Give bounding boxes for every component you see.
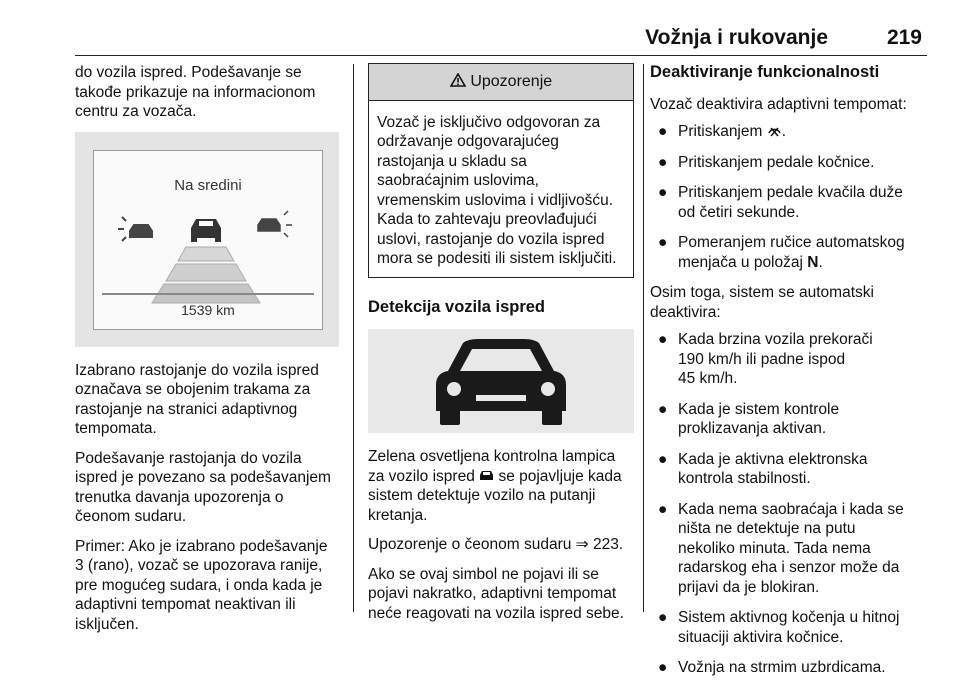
page-section-title: Vožnja i rukovanje [645, 26, 828, 49]
list-item-text: Sistem aktivnog kočenja u hitnoj situaciji aktivira kočnice. [678, 609, 900, 646]
bullet: ● [658, 331, 668, 348]
list-item [650, 500, 930, 598]
section-heading-deactivation: Deaktiviranje funkcionalnosti [650, 63, 880, 81]
paragraph-deactivate-intro: Vozač deaktivira adaptivni tempomat: [650, 95, 907, 113]
warning-header [369, 64, 633, 101]
paragraph-lamp [368, 447, 634, 525]
list-item-text: Pritiskanjem [678, 123, 767, 140]
list-item [650, 608, 930, 647]
column-right [650, 63, 930, 689]
sensor-blocked-icon [118, 217, 152, 241]
bullet: ● [658, 153, 668, 171]
bullet: ● [658, 500, 668, 518]
column-divider-2 [643, 64, 644, 612]
list-item [650, 400, 930, 439]
paragraph-3: Primer: Ako je izabrano podešavanje 3 (rano), vozač se upozorava ranije, pre mogućeg sudara, i onda kada je adaptivni tempomat neaktivan ili isključen. [75, 537, 328, 633]
page-number: 219 [886, 26, 922, 49]
list-item-text: Kada je sistem kontrole proklizavanja aktivan. [678, 400, 840, 437]
auto-deactivation-list [650, 330, 930, 678]
gear-position-label: N [807, 253, 819, 271]
column-divider-1 [353, 64, 354, 612]
paragraph-no-symbol: Ako se ovaj simbol ne pojavi ili se pojavi nakratko, adaptivni tempomat neće reagovati na vozila ispred sebe. [368, 565, 624, 622]
odometer-readout: 1539 km [181, 302, 235, 318]
display-distance-label: Na sredini [174, 176, 242, 194]
list-item [650, 122, 930, 142]
collision-alert-icon [258, 211, 292, 237]
section-heading-vehicle-detection: Detekcija vozila ispred [368, 297, 545, 316]
list-item [650, 450, 930, 489]
warning-body: Vozač je isključivo odgovoran za održavanje odgovarajućeg rastojanja u skladu sa saobraćajnim uslovima, vremenskim uslovima i vidljivošću. Kada to zahtevaju preovlađujući uslovi, rastojanje do vozila ispred mora se podesiti ili sistem isključiti. [377, 113, 617, 267]
column-middle [368, 63, 634, 633]
list-item [650, 233, 930, 272]
bullet: ● [658, 450, 668, 468]
paragraph-1: Izabrano rastojanje do vozila ispred označava se obojenim trakama za rastojanje na stranici adaptivnog tempomata. [75, 361, 319, 437]
vehicle-ahead-figure [368, 329, 634, 433]
list-item-text: Kada nema saobraćaja i kada se ništa ne detektuje na putu nekoliko minuta. Tada nema radarskog eha i senzor može da prijavi da je blokiran. [678, 500, 904, 596]
warning-title: Upozorenje [470, 73, 553, 90]
deactivation-list [650, 122, 930, 272]
paragraph-lamp-part-2: se pojavljuje kada sistem detektuje vozilo na putanji kretanja. [368, 467, 622, 524]
warning-triangle-icon [450, 73, 466, 87]
header-rule [75, 55, 927, 56]
paragraph-lamp-part-1: Zelena osvetljena kontrolna lampica za vozilo ispred [368, 448, 616, 485]
bullet: ● [658, 184, 668, 201]
list-item-text: Kada je aktivna elektronska kontrola stabilnosti. [678, 450, 868, 487]
bullet: ● [658, 609, 668, 626]
cluster-display-screen [93, 150, 323, 330]
list-item-text: Kada brzina vozila prekorači 190 km/h ili padne ispod 45 km/h. [678, 331, 873, 387]
list-item-text: Pritiskanjem pedale kvačila duže od četiri sekunde. [678, 184, 903, 221]
list-item [650, 658, 930, 678]
paragraph-2: Podešavanje rastojanja do vozila ispred je povezano sa podešavanjem trenutka davanja upozorenja o čeonom sudaru. [75, 449, 331, 525]
bullet: ● [658, 123, 668, 140]
bullet: ● [658, 400, 668, 418]
car-front-icon [479, 470, 494, 482]
list-item-text: Pomeranjem ručice automatskog menjača u položaj [678, 234, 905, 271]
list-item-text: Pritiskanjem pedale kočnice. [678, 153, 875, 171]
paragraph-auto-deactivate: Osim toga, sistem se automatski deaktivira: [650, 284, 874, 321]
list-item [650, 183, 930, 222]
cruise-cancel-icon [767, 125, 782, 137]
list-item [650, 330, 930, 389]
car-front-icon [191, 219, 221, 242]
paragraph-fcw-reference: Upozorenje o čeonom sudaru ⇒ 223. [368, 536, 624, 553]
list-item-text-end: . [818, 253, 823, 271]
list-item-text: Vožnja na strmim uzbrdicama. [678, 659, 886, 676]
display-divider [102, 293, 314, 295]
warning-box [368, 63, 634, 278]
list-item-text-end: . [781, 123, 787, 140]
paragraph-intro: do vozila ispred. Podešavanje se takođe prikazuje na informacionom centru za vozača. [75, 64, 316, 120]
cluster-display-figure [75, 132, 339, 347]
list-item [650, 153, 930, 173]
bullet: ● [658, 659, 668, 676]
car-front-icon [368, 329, 634, 433]
column-left [75, 63, 343, 644]
bullet: ● [658, 234, 668, 251]
